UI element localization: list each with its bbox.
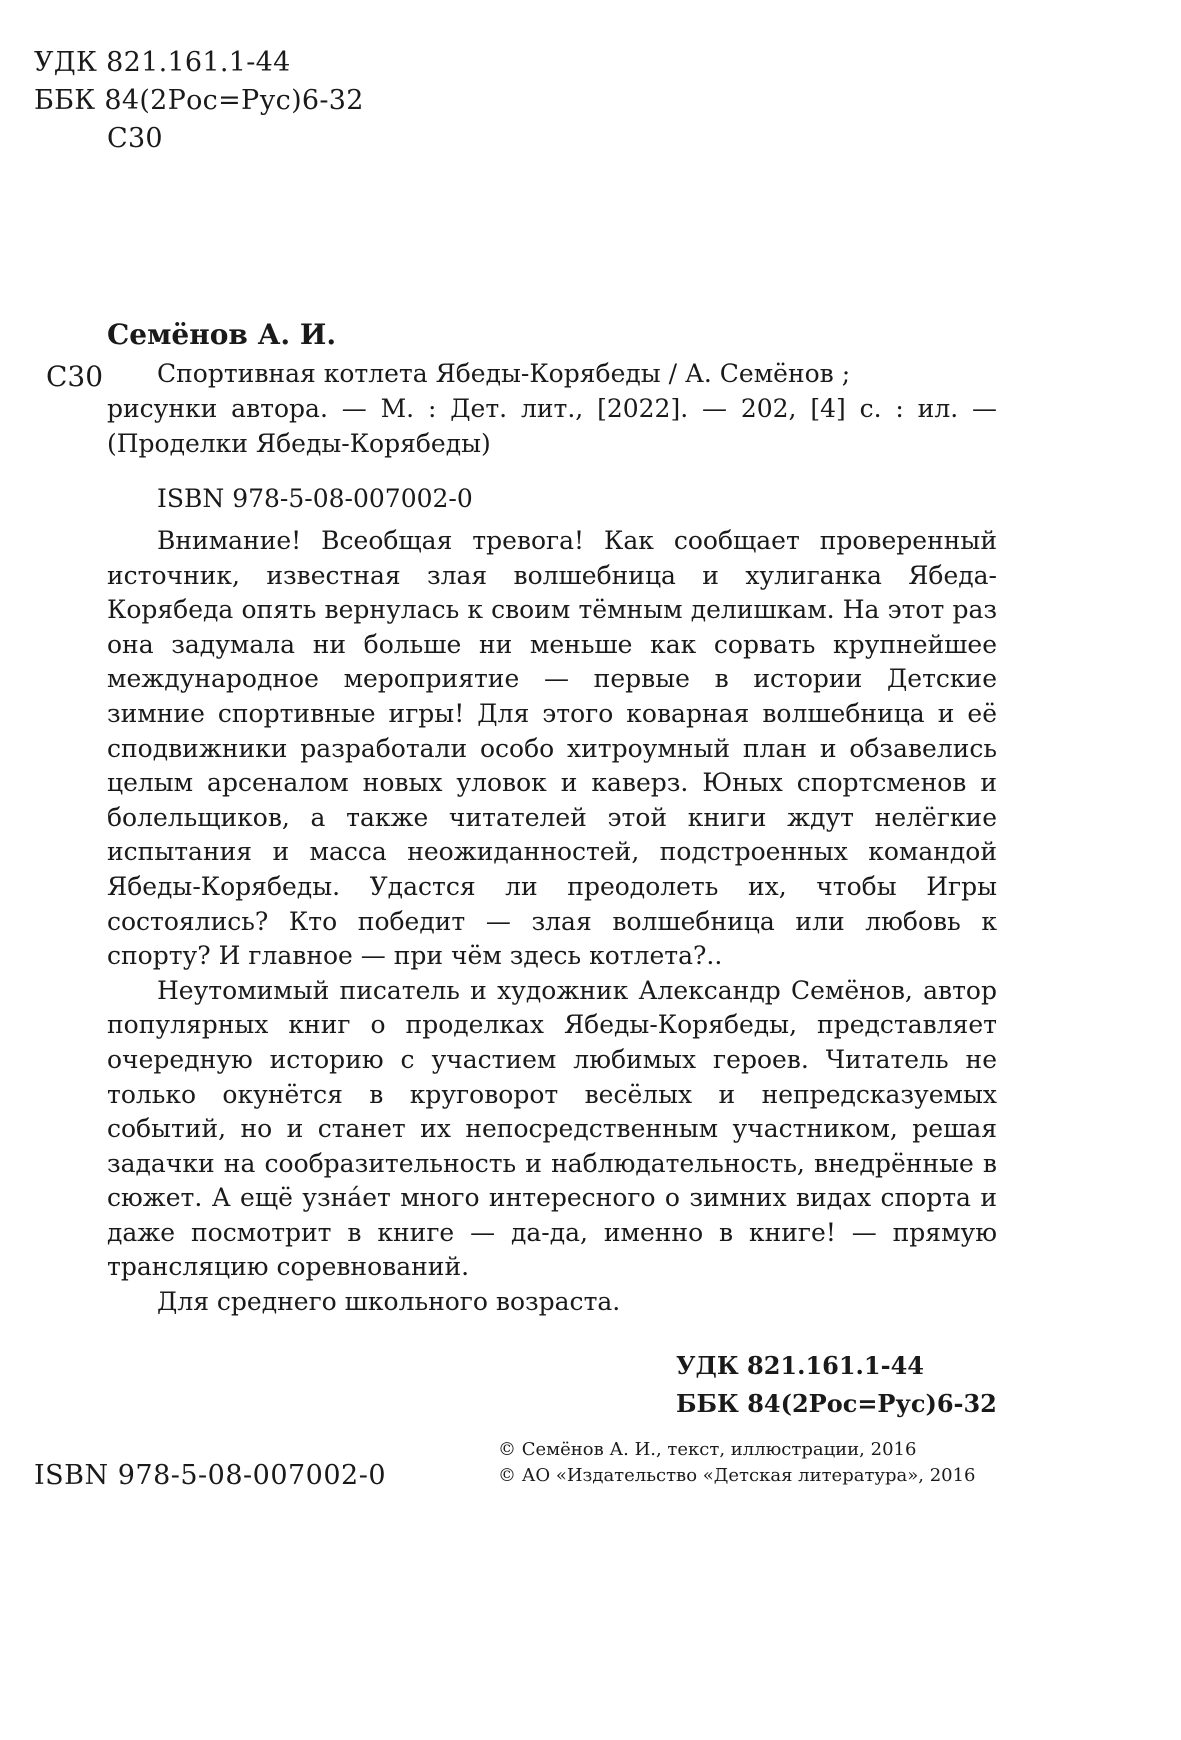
annotation-paragraph: Внимание! Всеобщая тревога! Как сообщает проверенный источник, известная злая волшебница и хулиганка Ябеда-Корябеда опять вернулась к своим тёмным делишкам. На этот раз она задумала ни больше ни меньше как сорвать крупнейшее международное мероприятие — первые в истории Детские зимние спортивные игры! Для этого коварная волшебница и её сподвижники разработали особо хитроумный план и обзавелись целым арсеналом новых уловок и каверз. Юных спортсменов и болельщиков, а также читателей этой книги ждут нелёгкие испытания и масса неожиданностей, подстроенных командой Ябеды-Корябеды. Удастся ли преодолеть их, чтобы Игры состоялись? Кто победит — злая волшебница или любовь к спорту? И главное — при чём здесь котлета?.. xyxy=(107,526,997,971)
annotation-paragraph: Неутомимый писатель и художник Александр Семёнов, автор популярных книг о проделках Ябеды-Корябеды, представляет очередную историю с участием любимых героев. Читатель не только окунётся в круговорот весёлых и непредсказуемых событий, но и станет их непосредственным участником, решая задачки на сообразительность и наблюдательность, внедрённые в сюжет. А ещё узнáет много интересного о зимних видах спорта и даже посмотрит в книге — да-да, именно в книге! — прямую трансляцию соревнований. xyxy=(107,975,997,1282)
footer-udk: УДК 821.161.1-44 xyxy=(676,1351,924,1380)
copyright-publisher: © АО «Издательство «Детская литература», 2016 xyxy=(498,1465,976,1486)
footer-isbn: ISBN 978-5-08-007002-0 xyxy=(34,1460,387,1491)
copyright-block xyxy=(498,1437,976,1489)
audience-note: Для среднего школьного возраста. xyxy=(157,1287,621,1317)
record-isbn: ISBN 978-5-08-007002-0 xyxy=(157,484,473,513)
header-author-code: С30 xyxy=(107,123,163,154)
footer-bbk: ББК 84(2Рос=Рус)6-32 xyxy=(676,1389,997,1418)
header-udk: УДК 821.161.1-44 xyxy=(34,47,291,78)
copyright-author: © Семёнов А. И., текст, иллюстрации, 2016 xyxy=(498,1439,917,1460)
record-author-code: С30 xyxy=(46,360,104,393)
footer-classification xyxy=(676,1347,997,1423)
title-line: Спортивная котлета Ябеды-Корябеды / А. Семёнов ; xyxy=(157,359,851,388)
annotation xyxy=(107,524,997,1320)
bibliographic-description xyxy=(107,356,997,461)
record-author: Семёнов А. И. xyxy=(107,318,337,351)
publication-details: рисунки автора. — М. : Дет. лит., [2022]. — 202, [4] с. : ил. — (Проделки Ябеды-Корябеды) xyxy=(107,394,997,458)
header-bbk: ББК 84(2Рос=Рус)6-32 xyxy=(34,85,364,116)
